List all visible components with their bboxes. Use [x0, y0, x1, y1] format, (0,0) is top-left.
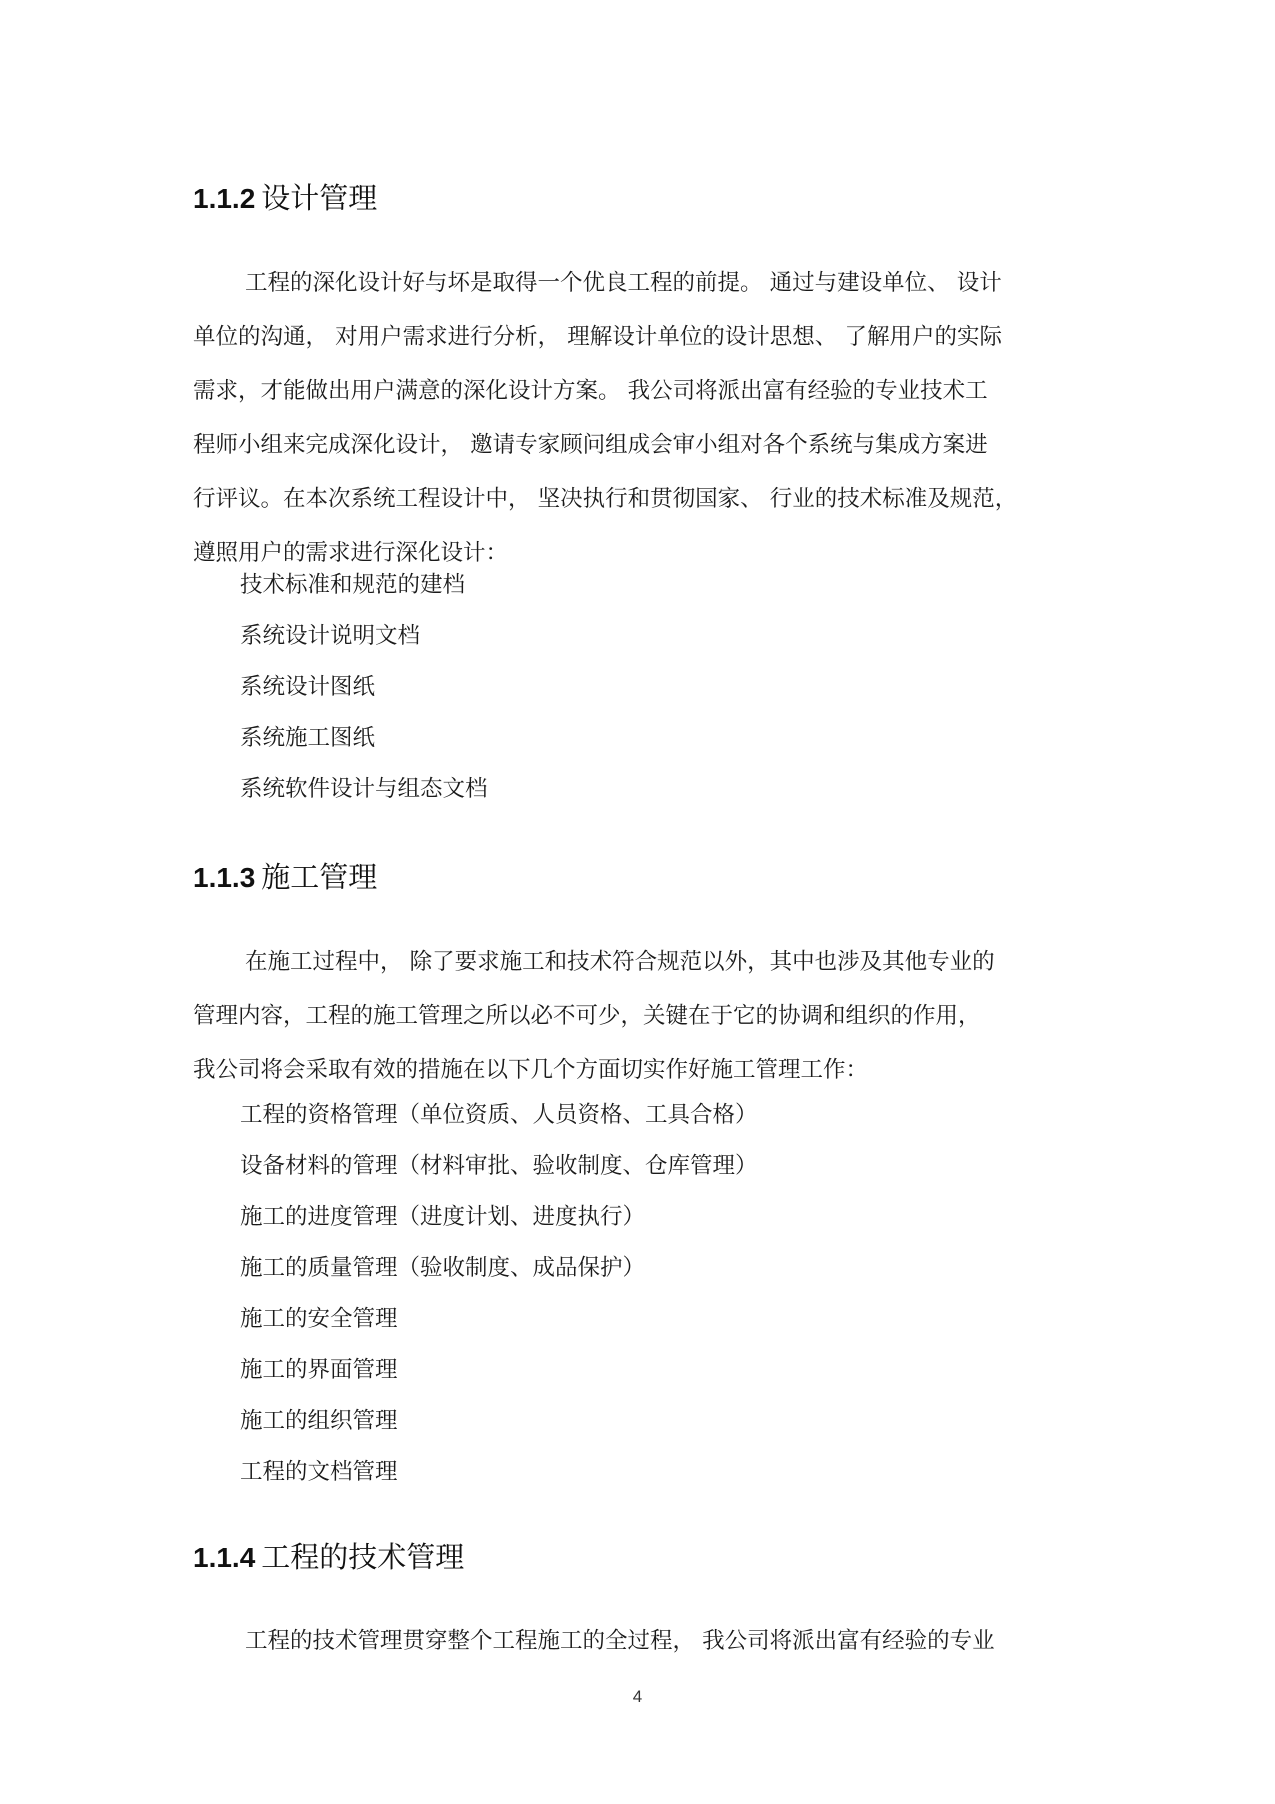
list-item: 施工的进度管理（进度计划、进度执行）	[240, 1204, 646, 1230]
section-list-1-1-2	[240, 560, 488, 815]
page-number: 4	[632, 1687, 643, 1706]
section-heading-1-1-4	[193, 1537, 464, 1578]
section-list-1-1-3	[240, 1090, 758, 1498]
list-item: 技术标准和规范的建档	[240, 572, 466, 598]
list-item: 系统施工图纸	[240, 725, 376, 751]
list-item: 工程的资格管理（单位资质、人员资格、工具合格）	[240, 1102, 758, 1128]
section-title: 施工管理	[261, 860, 378, 894]
paragraph-line: 需求，才能做出用户满意的深化设计方案。 我公司将派出富有经验的专业技术工	[193, 378, 988, 404]
list-item: 施工的界面管理	[240, 1357, 398, 1383]
list-item: 施工的质量管理（验收制度、成品保护）	[240, 1255, 646, 1281]
section-paragraph-1-1-4	[193, 1614, 995, 1668]
paragraph-line: 我公司将会采取有效的措施在以下几个方面切实作好施工管理工作：	[193, 1057, 869, 1083]
paragraph-line: 工程的技术管理贯穿整个工程施工的全过程， 我公司将派出富有经验的专业	[245, 1628, 995, 1654]
section-title: 设计管理	[261, 181, 378, 215]
paragraph-line: 单位的沟通， 对用户需求进行分析， 理解设计单位的设计思想、 了解用户的实际	[193, 324, 1002, 350]
list-item: 系统设计说明文档	[240, 623, 421, 649]
section-heading-1-1-3	[193, 857, 377, 898]
section-number: 1.1.2	[193, 183, 256, 214]
section-number: 1.1.3	[193, 862, 256, 893]
paragraph-line: 工程的深化设计好与坏是取得一个优良工程的前提。 通过与建设单位、 设计	[245, 270, 1002, 296]
section-title: 工程的技术管理	[261, 1540, 465, 1574]
list-item: 系统软件设计与组态文档	[240, 776, 488, 802]
paragraph-line: 遵照用户的需求进行深化设计：	[193, 540, 509, 566]
section-paragraph-1-1-3	[193, 935, 995, 1097]
list-item: 工程的文档管理	[240, 1459, 398, 1485]
list-item: 系统设计图纸	[240, 674, 376, 700]
paragraph-line: 行评议。在本次系统工程设计中， 坚决执行和贯彻国家、 行业的技术标准及规范，	[193, 486, 1018, 512]
list-item: 设备材料的管理（材料审批、验收制度、仓库管理）	[240, 1153, 758, 1179]
list-item: 施工的组织管理	[240, 1408, 398, 1434]
paragraph-line: 在施工过程中， 除了要求施工和技术符合规范以外，其中也涉及其他专业的	[245, 949, 995, 975]
section-number: 1.1.4	[193, 1542, 256, 1573]
section-paragraph-1-1-2	[193, 256, 1017, 580]
list-item: 施工的安全管理	[240, 1306, 398, 1332]
paragraph-line: 管理内容，工程的施工管理之所以必不可少，关键在于它的协调和组织的作用，	[193, 1003, 981, 1029]
paragraph-line: 程师小组来完成深化设计， 邀请专家顾问组成会审小组对各个系统与集成方案进	[193, 432, 988, 458]
section-heading-1-1-2	[193, 178, 377, 219]
